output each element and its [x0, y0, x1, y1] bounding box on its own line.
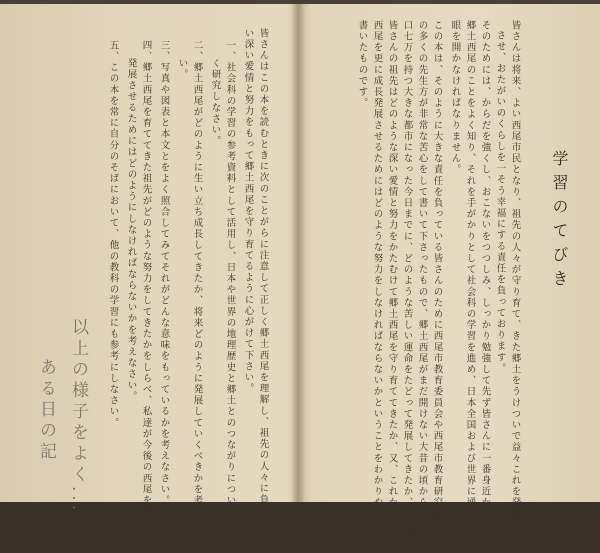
right-text-line: 眼を開かなければなりません。 [449, 20, 461, 176]
right-text-line: 皆さんの祖先はどのような深い愛情と努力をかたむけて郷土西尾を守り育ててきたか、又、これからの [386, 20, 398, 531]
handwritten-note: ある日の記 [36, 358, 56, 463]
handwritten-note: 以上の様子をよく... [68, 318, 88, 515]
left-text-line: い深い愛情と努力をもって郷土西尾を守り育てるように心がけて下さい。 [242, 28, 254, 395]
page-title: 学習のてびき [550, 150, 569, 294]
right-text-line: この本は、そのように大きな責任を負っている皆さんのために西尾市教育委員会や西尾市教育研究会 [431, 20, 443, 520]
left-text-line: 発展させるためにはどのようにしなければならないかを考えなさい。 [125, 58, 137, 403]
right-text-line: 郷土西尾のことをよく知り、それを手がかりとして社会科の学習を進め、日本全国および世界に通ずる [464, 20, 476, 531]
left-text-line: い。 [176, 58, 188, 81]
right-text-line: 西尾を更に成長発展させるためにはどのような努力をしなければならないかということをわかりやすく [371, 20, 383, 531]
right-text-line: 書いたものです。 [356, 20, 368, 109]
left-text-line: 五、この本を常に自分のそばにおいて、他の教科の学習にも参考にしなさい。 [107, 40, 119, 429]
left-text-line: 三、写真や図表と本文とをよく照合してみてそれがどんな意味をもっているかを考えなさい。 [158, 40, 170, 507]
left-text-line: く研究しなさい。 [209, 58, 221, 147]
left-text-line: 四、郷土西尾を育ててきた祖先がどのような努力をしてきたかをしらべ、私達が今後の西尾を更に [140, 40, 152, 529]
book-gutter [291, 0, 305, 502]
left-text-line: 皆さんはこの本を読むときに次のことがらに注意して正しく郷土西尾を理解し、祖先の人々に負けな [257, 28, 269, 528]
left-text-line: 一、社会科の学習の参考資料として活用し、日本や世界の地理歴史と郷土とのつながりについてよ [224, 40, 236, 529]
right-text-line: 口七万を持つ大きな都市になった今日までに、どのような苦しい運命をたどって発展してきたか、その間、 [401, 20, 413, 553]
right-text-line: させ、おたがいのくらしを一そう幸福にする責任を負っております。 [494, 30, 506, 375]
right-text-line: 皆さんは将来、よい西尾市民となり、祖先の人々が守り育て、きた郷土をうけついで益々これを発展 [509, 20, 521, 520]
right-text-line: の多くの先生方が非常な苦心をして書いて下さったもので、郷土西尾がまだ開けない大昔の頃から、人 [416, 20, 428, 531]
right-text-line: そのためには、からだを強くし、おこないをつつしみ、しっかり勉強して先ず皆さんに一番身近かな [479, 20, 491, 520]
left-text-line: 二、郷土西尾がどのように生い立ち成長してきたか、将来どのように発展していくべきかを考えなさ [191, 40, 203, 540]
